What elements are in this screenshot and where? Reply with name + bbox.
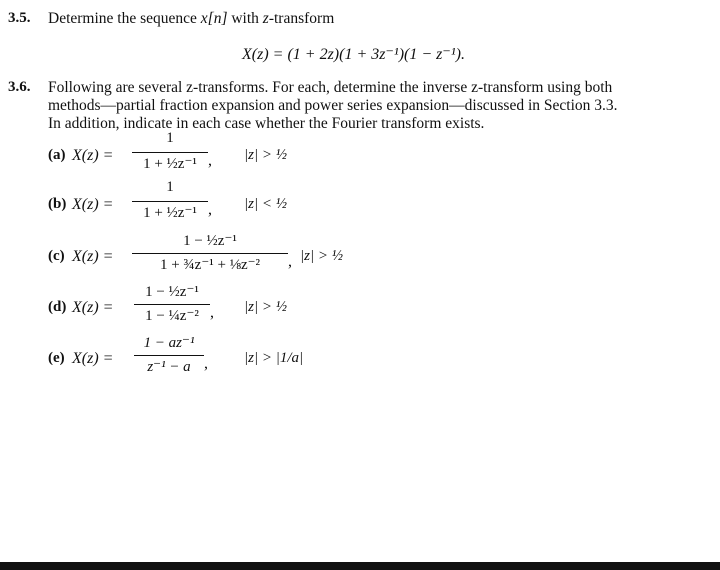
part-e-comma: , bbox=[204, 355, 208, 372]
part-c-fraction bbox=[132, 231, 288, 275]
problem-3-5-number: 3.5. bbox=[8, 10, 31, 26]
part-a-fraction bbox=[132, 130, 208, 174]
part-a-numerator: 1 bbox=[166, 130, 174, 146]
part-a-comma: , bbox=[208, 152, 212, 169]
part-a-lhs: X(z) = bbox=[72, 147, 114, 164]
part-e-roc: |z| > |1/a| bbox=[244, 350, 304, 366]
part-d-lhs: X(z) = bbox=[72, 299, 114, 316]
part-e-label: (e) bbox=[48, 350, 65, 366]
part-c-numerator: 1 − ½z⁻¹ bbox=[183, 233, 237, 249]
problem-3-5-statement bbox=[48, 10, 334, 28]
problem-3-5-z: z bbox=[262, 10, 269, 27]
part-e-fraction bbox=[134, 333, 204, 377]
part-d-fraction bbox=[134, 282, 210, 326]
part-d-comma: , bbox=[210, 304, 214, 321]
part-d-fraction-bar bbox=[134, 304, 210, 305]
part-c-label: (c) bbox=[48, 248, 65, 264]
part-d-roc: |z| > ½ bbox=[244, 299, 287, 315]
part-c-denominator: 1 + ¾z⁻¹ + ⅛z⁻² bbox=[159, 257, 261, 273]
part-b-roc: |z| < ½ bbox=[244, 196, 287, 212]
part-b-fraction bbox=[132, 179, 208, 223]
part-b-fraction-bar bbox=[132, 201, 208, 202]
part-d-numerator: 1 − ½z⁻¹ bbox=[145, 284, 199, 300]
part-e-numerator: 1 − az⁻¹ bbox=[143, 335, 195, 351]
part-a-roc: |z| > ½ bbox=[244, 147, 287, 163]
part-b-numerator: 1 bbox=[166, 179, 174, 195]
problem-3-5-equation: X(z) = (1 + 2z)(1 + 3z⁻¹)(1 − z⁻¹). bbox=[242, 46, 465, 63]
problem-3-6-number: 3.6. bbox=[8, 79, 31, 95]
part-a-label: (a) bbox=[48, 147, 66, 163]
problem-3-6-line2: methods—partial fraction expansion and power series expansion—discussed in Section 3.3. bbox=[48, 97, 618, 114]
part-e-lhs: X(z) = bbox=[72, 350, 114, 367]
problem-3-5-text-a: Determine the sequence bbox=[48, 10, 201, 27]
part-d-denominator: 1 − ¼z⁻² bbox=[145, 308, 199, 324]
part-e-fraction-bar bbox=[134, 355, 204, 356]
problem-3-6-line1: Following are several z-transforms. For each, determine the inverse z-transform using both bbox=[48, 79, 613, 96]
part-a-fraction-bar bbox=[132, 152, 208, 153]
part-c-roc: |z| > ½ bbox=[300, 248, 343, 264]
problem-3-6-line3: In addition, indicate in each case whether the Fourier transform exists. bbox=[48, 115, 485, 132]
part-a-denominator: 1 + ½z⁻¹ bbox=[143, 156, 197, 172]
part-c-comma: , bbox=[288, 253, 292, 270]
part-e-denominator: z⁻¹ − a bbox=[147, 359, 191, 375]
problem-3-5-xn: x[n] bbox=[200, 10, 228, 27]
problem-3-5-text-c: -transform bbox=[268, 10, 335, 27]
part-b-denominator: 1 + ½z⁻¹ bbox=[143, 205, 197, 221]
part-d-label: (d) bbox=[48, 299, 67, 315]
part-c-lhs: X(z) = bbox=[72, 248, 114, 265]
part-c-fraction-bar bbox=[132, 253, 288, 254]
part-b-lhs: X(z) = bbox=[72, 196, 114, 213]
part-b-comma: , bbox=[208, 201, 212, 218]
part-b-label: (b) bbox=[48, 196, 67, 212]
page-bottom-border bbox=[0, 562, 720, 570]
problem-3-5-text-b: with bbox=[227, 10, 263, 27]
